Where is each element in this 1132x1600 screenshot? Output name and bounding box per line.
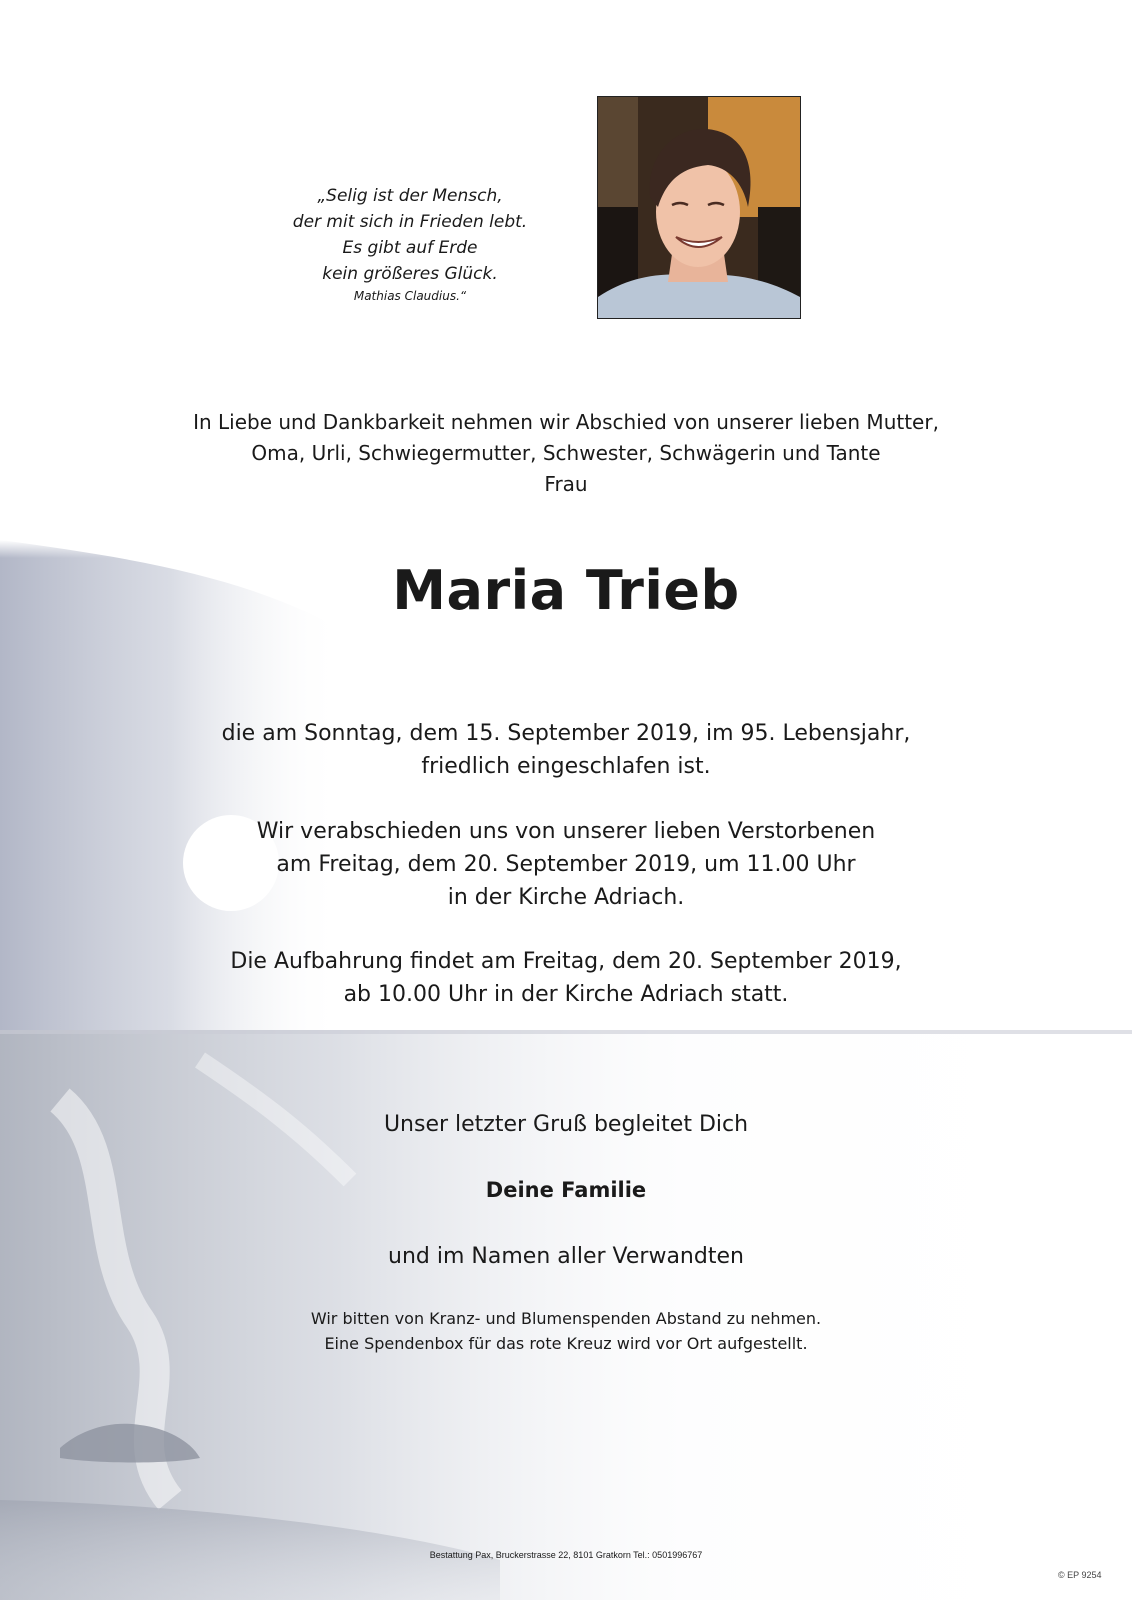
quote-line: kein größeres Glück. [322, 264, 498, 284]
farewell-line: in der Kirche Adriach. [447, 885, 685, 910]
quote-line: „Selig ist der Mensch, [317, 186, 503, 206]
viewing-line: ab 10.00 Uhr in der Kirche Adriach statt. [343, 982, 789, 1007]
closing-greeting: Unser letzter Gruß begleitet Dich [383, 1112, 749, 1137]
note-line: Wir bitten von Kranz- und Blumenspenden Abstand zu nehmen. [310, 1309, 822, 1328]
closing-family: Deine Familie [485, 1178, 647, 1202]
quote-author: Mathias Claudius.“ [353, 289, 467, 303]
quote-block [260, 183, 560, 305]
closing-relatives: und im Namen aller Verwandten [388, 1244, 744, 1269]
document-code: © EP 9254 [1058, 1570, 1102, 1580]
donation-note [0, 1306, 1132, 1356]
viewing-info [0, 945, 1132, 1011]
quote-line: Es gibt auf Erde [342, 238, 478, 258]
quote-line: der mit sich in Frieden lebt. [292, 212, 528, 232]
intro-text [0, 407, 1132, 500]
funeral-home-footer: Bestattung Pax, Bruckerstrasse 22, 8101 Gratkorn Tel.: 0501996767 [429, 1550, 703, 1560]
death-line: friedlich eingeschlafen ist. [421, 754, 711, 779]
intro-line: Oma, Urli, Schwiegermutter, Schwester, Schwägerin und Tante [251, 441, 881, 465]
farewell-info [0, 815, 1132, 914]
viewing-line: Die Aufbahrung findet am Freitag, dem 20. September 2019, [230, 949, 902, 974]
intro-line: Frau [544, 472, 588, 496]
deceased-name: Maria Trieb [392, 559, 740, 622]
death-line: die am Sonntag, dem 15. September 2019, im 95. Lebensjahr, [221, 721, 911, 746]
note-line: Eine Spendenbox für das rote Kreuz wird vor Ort aufgestellt. [324, 1334, 808, 1353]
portrait-photo [597, 96, 801, 319]
farewell-line: am Freitag, dem 20. September 2019, um 11.00 Uhr [276, 852, 856, 877]
farewell-line: Wir verabschieden uns von unserer lieben Verstorbenen [256, 819, 876, 844]
intro-line: In Liebe und Dankbarkeit nehmen wir Abschied von unserer lieben Mutter, [193, 410, 939, 434]
death-info [0, 717, 1132, 783]
